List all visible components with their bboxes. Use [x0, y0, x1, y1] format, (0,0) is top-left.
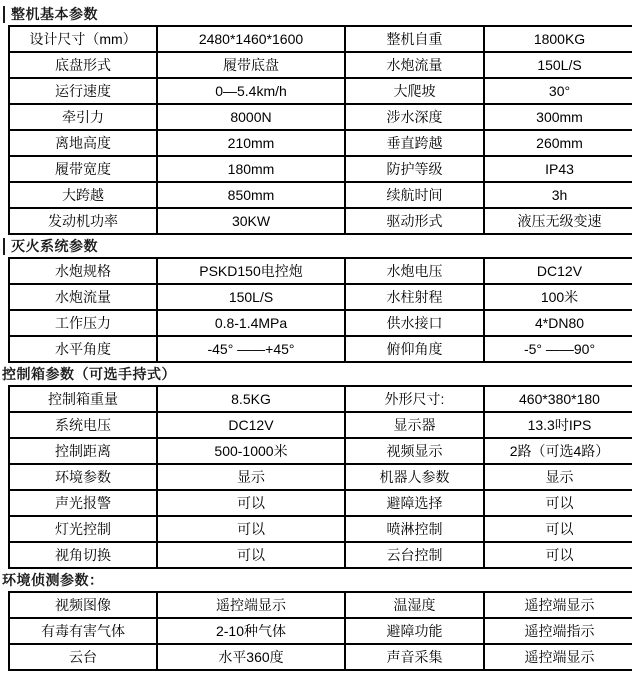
param-name-cell: 防护等级: [345, 156, 484, 182]
param-name-cell: 续航时间: [345, 182, 484, 208]
spec-row: [9, 516, 632, 542]
param-value-cell: 可以: [157, 542, 345, 568]
param-value-cell: -5° ——90°: [484, 336, 632, 362]
param-value-cell: 0.8-1.4MPa: [157, 310, 345, 336]
param-name-cell: 水炮规格: [9, 258, 157, 284]
param-value-cell: 500-1000米: [157, 438, 345, 464]
spec-row: [9, 182, 632, 208]
spec-row: [9, 156, 632, 182]
spec-row: [9, 386, 632, 412]
spec-row: [9, 592, 632, 618]
param-value-cell: 可以: [157, 516, 345, 542]
param-name-cell: 控制距离: [9, 438, 157, 464]
param-value-cell: 3h: [484, 182, 632, 208]
param-name-cell: 运行速度: [9, 78, 157, 104]
param-name-cell: 避障功能: [345, 618, 484, 644]
param-name-cell: 环境参数: [9, 464, 157, 490]
spec-row: [9, 104, 632, 130]
param-value-cell: 150L/S: [157, 284, 345, 310]
param-value-cell: 100米: [484, 284, 632, 310]
param-name-cell: 云台控制: [345, 542, 484, 568]
param-name-cell: 俯仰角度: [345, 336, 484, 362]
param-value-cell: 2-10种气体: [157, 618, 345, 644]
param-name-cell: 整机自重: [345, 26, 484, 52]
param-value-cell: 可以: [484, 490, 632, 516]
param-name-cell: 水炮流量: [345, 52, 484, 78]
spec-row: [9, 130, 632, 156]
param-name-cell: 机器人参数: [345, 464, 484, 490]
param-value-cell: 可以: [157, 490, 345, 516]
param-name-cell: 显示器: [345, 412, 484, 438]
param-name-cell: 垂直跨越: [345, 130, 484, 156]
param-name-cell: 控制箱重量: [9, 386, 157, 412]
param-value-cell: 8.5KG: [157, 386, 345, 412]
param-value-cell: 1800KG: [484, 26, 632, 52]
param-name-cell: 大跨越: [9, 182, 157, 208]
param-value-cell: 13.3吋IPS: [484, 412, 632, 438]
param-value-cell: 液压无级变速: [484, 208, 632, 234]
spec-row: [9, 310, 632, 336]
param-value-cell: PSKD150电控炮: [157, 258, 345, 284]
section-title: 环境侦测参数：: [2, 572, 104, 588]
spec-row: [9, 542, 632, 568]
spec-row: [9, 412, 632, 438]
param-name-cell: 水炮电压: [345, 258, 484, 284]
section-title: 控制箱参数（可选手持式）: [2, 366, 176, 382]
spec-row: [9, 26, 632, 52]
param-value-cell: 可以: [484, 542, 632, 568]
param-value-cell: 460*380*180: [484, 386, 632, 412]
param-value-cell: DC12V: [484, 258, 632, 284]
param-name-cell: 水平角度: [9, 336, 157, 362]
spec-row: [9, 644, 632, 670]
param-value-cell: 可以: [484, 516, 632, 542]
param-value-cell: IP43: [484, 156, 632, 182]
spec-table: [8, 257, 632, 363]
section-title: 整机基本参数: [3, 6, 632, 23]
param-value-cell: 300mm: [484, 104, 632, 130]
param-name-cell: 系统电压: [9, 412, 157, 438]
spec-row: [9, 490, 632, 516]
param-name-cell: 水炮流量: [9, 284, 157, 310]
param-value-cell: 遥控端显示: [484, 592, 632, 618]
spec-row: [9, 52, 632, 78]
param-value-cell: 260mm: [484, 130, 632, 156]
param-value-cell: 2480*1460*1600: [157, 26, 345, 52]
param-name-cell: 温湿度: [345, 592, 484, 618]
param-value-cell: 8000N: [157, 104, 345, 130]
param-name-cell: 大爬坡: [345, 78, 484, 104]
section-title: 灭火系统参数: [3, 238, 632, 255]
param-value-cell: 遥控端指示: [484, 618, 632, 644]
param-value-cell: -45° ——+45°: [157, 336, 345, 362]
param-name-cell: 牵引力: [9, 104, 157, 130]
param-value-cell: 2路（可选4路）: [484, 438, 632, 464]
param-name-cell: 外形尺寸:: [345, 386, 484, 412]
param-value-cell: 180mm: [157, 156, 345, 182]
spec-row: [9, 208, 632, 234]
param-name-cell: 有毒有害气体: [9, 618, 157, 644]
param-name-cell: 底盘形式: [9, 52, 157, 78]
param-value-cell: 4*DN80: [484, 310, 632, 336]
param-name-cell: 履带宽度: [9, 156, 157, 182]
spec-table: [8, 385, 632, 569]
param-value-cell: 150L/S: [484, 52, 632, 78]
param-value-cell: 30KW: [157, 208, 345, 234]
spec-row: [9, 438, 632, 464]
spec-row: [9, 336, 632, 362]
param-value-cell: 遥控端显示: [484, 644, 632, 670]
param-name-cell: 涉水深度: [345, 104, 484, 130]
param-name-cell: 声音采集: [345, 644, 484, 670]
param-name-cell: 水柱射程: [345, 284, 484, 310]
param-value-cell: 水平360度: [157, 644, 345, 670]
param-name-cell: 灯光控制: [9, 516, 157, 542]
param-name-cell: 发动机功率: [9, 208, 157, 234]
param-name-cell: 声光报警: [9, 490, 157, 516]
param-value-cell: 显示: [157, 464, 345, 490]
param-name-cell: 设计尺寸（mm）: [9, 26, 157, 52]
param-name-cell: 视频图像: [9, 592, 157, 618]
spec-row: [9, 258, 632, 284]
spec-table: [8, 25, 632, 235]
param-value-cell: 显示: [484, 464, 632, 490]
param-value-cell: 850mm: [157, 182, 345, 208]
spec-table: [8, 591, 632, 671]
param-value-cell: 0—5.4km/h: [157, 78, 345, 104]
param-name-cell: 视角切换: [9, 542, 157, 568]
param-name-cell: 云台: [9, 644, 157, 670]
spec-row: [9, 78, 632, 104]
param-value-cell: 遥控端显示: [157, 592, 345, 618]
param-name-cell: 离地高度: [9, 130, 157, 156]
param-value-cell: 30°: [484, 78, 632, 104]
param-name-cell: 驱动形式: [345, 208, 484, 234]
spec-row: [9, 618, 632, 644]
param-value-cell: DC12V: [157, 412, 345, 438]
param-name-cell: 视频显示: [345, 438, 484, 464]
param-name-cell: 工作压力: [9, 310, 157, 336]
param-value-cell: 履带底盘: [157, 52, 345, 78]
param-name-cell: 避障选择: [345, 490, 484, 516]
spec-row: [9, 284, 632, 310]
param-name-cell: 喷淋控制: [345, 516, 484, 542]
spec-row: [9, 464, 632, 490]
param-name-cell: 供水接口: [345, 310, 484, 336]
param-value-cell: 210mm: [157, 130, 345, 156]
